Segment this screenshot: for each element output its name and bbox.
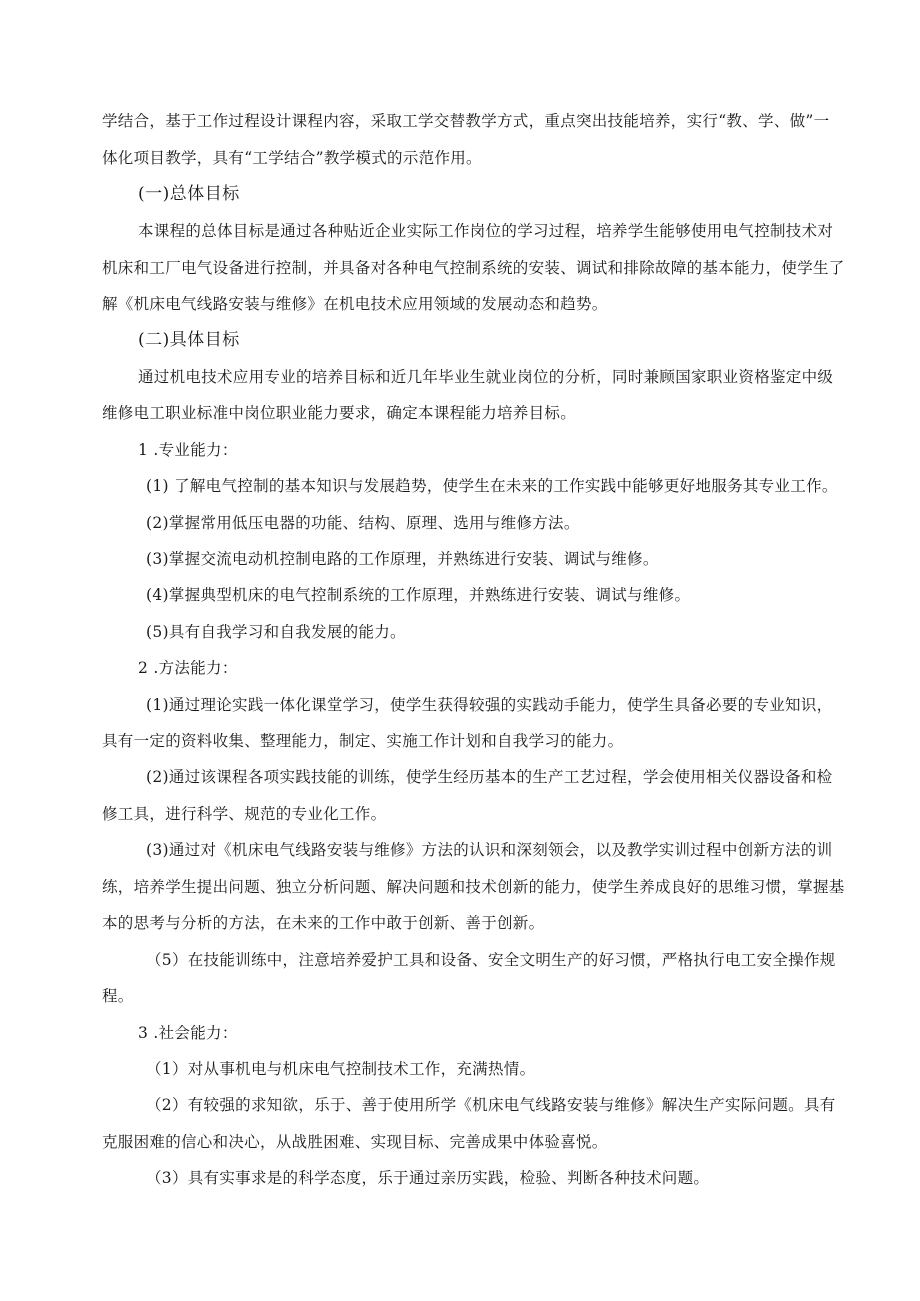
professional-item-3: (3)掌握交流电动机控制电路的工作原理，并熟练进行安装、调试与维修。 xyxy=(146,550,659,568)
method-item-2-line-2: 修工具，进行科学、规范的专业化工作。 xyxy=(102,805,387,823)
professional-item-2: (2)掌握常用低压电器的功能、结构、原理、选用与维修方法。 xyxy=(146,514,580,532)
social-item-3: （3）具有实事求是的科学态度，乐于通过亲历实践，检验、判断各种技术问题。 xyxy=(146,1169,710,1187)
professional-item-5: (5)具有自我学习和自我发展的能力。 xyxy=(146,623,406,641)
overall-goal-line-3: 解《机床电气线路安装与维修》在机电技术应用领域的发展动态和趋势。 xyxy=(102,295,608,313)
method-ability-title: 2 .方法能力： xyxy=(138,659,238,677)
method-item-5-line-2: 程。 xyxy=(102,987,134,1005)
professional-item-1: (1) 了解电气控制的基本知识与发展趋势，使学生在未来的工作实践中能够更好地服务其专业工作。 xyxy=(146,477,838,495)
method-item-3-line-1: (3)通过对《机床电气线路安装与维修》方法的认识和深刻领会，以及教学实训过程中创新方法的训 xyxy=(146,841,833,859)
method-item-2-line-1: (2)通过该课程各项实践技能的训练，使学生经历基本的生产工艺过程，学会使用相关仪器设备和检 xyxy=(146,768,833,786)
method-item-1-line-2: 具有一定的资料收集、整理能力，制定、实施工作计划和自我学习的能力。 xyxy=(102,732,624,750)
social-item-2-line-2: 克服困难的信心和决心，从战胜困难、实现目标、完善成果中体验喜悦。 xyxy=(102,1133,608,1151)
overall-goal-line-1: 本课程的总体目标是通过各种贴近企业实际工作岗位的学习过程，培养学生能够使用电气控制技术对 xyxy=(138,222,834,240)
social-item-2-line-1: （2）有较强的求知欲，乐于、善于使用所学《机床电气线路安装与维修》解决生产实际问题。具有 xyxy=(146,1096,836,1114)
specific-goal-line-2: 维修电工职业标准中岗位职业能力要求，确定本课程能力培养目标。 xyxy=(102,404,577,422)
intro-line-1: 学结合，基于工作过程设计课程内容，采取工学交替教学方式，重点突出技能培养，实行“教、学、做”一 xyxy=(102,112,830,130)
method-item-3-line-3: 本的思考与分析的方法，在未来的工作中敢于创新、善于创新。 xyxy=(102,914,545,932)
section-heading-specific-goal: (二)具体目标 xyxy=(138,330,240,350)
professional-item-4: (4)掌握典型机床的电气控制系统的工作原理，并熟练进行安装、调试与维修。 xyxy=(146,586,691,604)
method-item-5-line-1: （5）在技能训练中，注意培养爱护工具和设备、安全文明生产的好习惯，严格执行电工安全操作规 xyxy=(146,951,836,969)
social-ability-title: 3 .社会能力： xyxy=(138,1024,238,1042)
method-item-1-line-1: (1)通过理论实践一体化课堂学习，使学生获得较强的实践动手能力，使学生具备必要的专业知识， xyxy=(146,696,833,714)
method-item-3-line-2: 练，培养学生提出问题、独立分析问题、解决问题和技术创新的能力，使学生养成良好的思维习惯，掌握基 xyxy=(102,878,845,896)
professional-ability-title: 1 .专业能力： xyxy=(138,441,238,459)
overall-goal-line-2: 机床和工厂电气设备进行控制，并具备对各种电气控制系统的安装、调试和排除故障的基本能力，使学生了 xyxy=(102,259,845,277)
specific-goal-line-1: 通过机电技术应用专业的培养目标和近几年毕业生就业岗位的分析，同时兼顾国家职业资格鉴定中级 xyxy=(138,368,834,386)
section-heading-overall-goal: (一)总体目标 xyxy=(138,184,240,204)
social-item-1: （1）对从事机电与机床电气控制技术工作，充满热情。 xyxy=(146,1060,536,1078)
intro-line-2: 体化项目教学，具有“工学结合”教学模式的示范作用。 xyxy=(102,149,482,167)
